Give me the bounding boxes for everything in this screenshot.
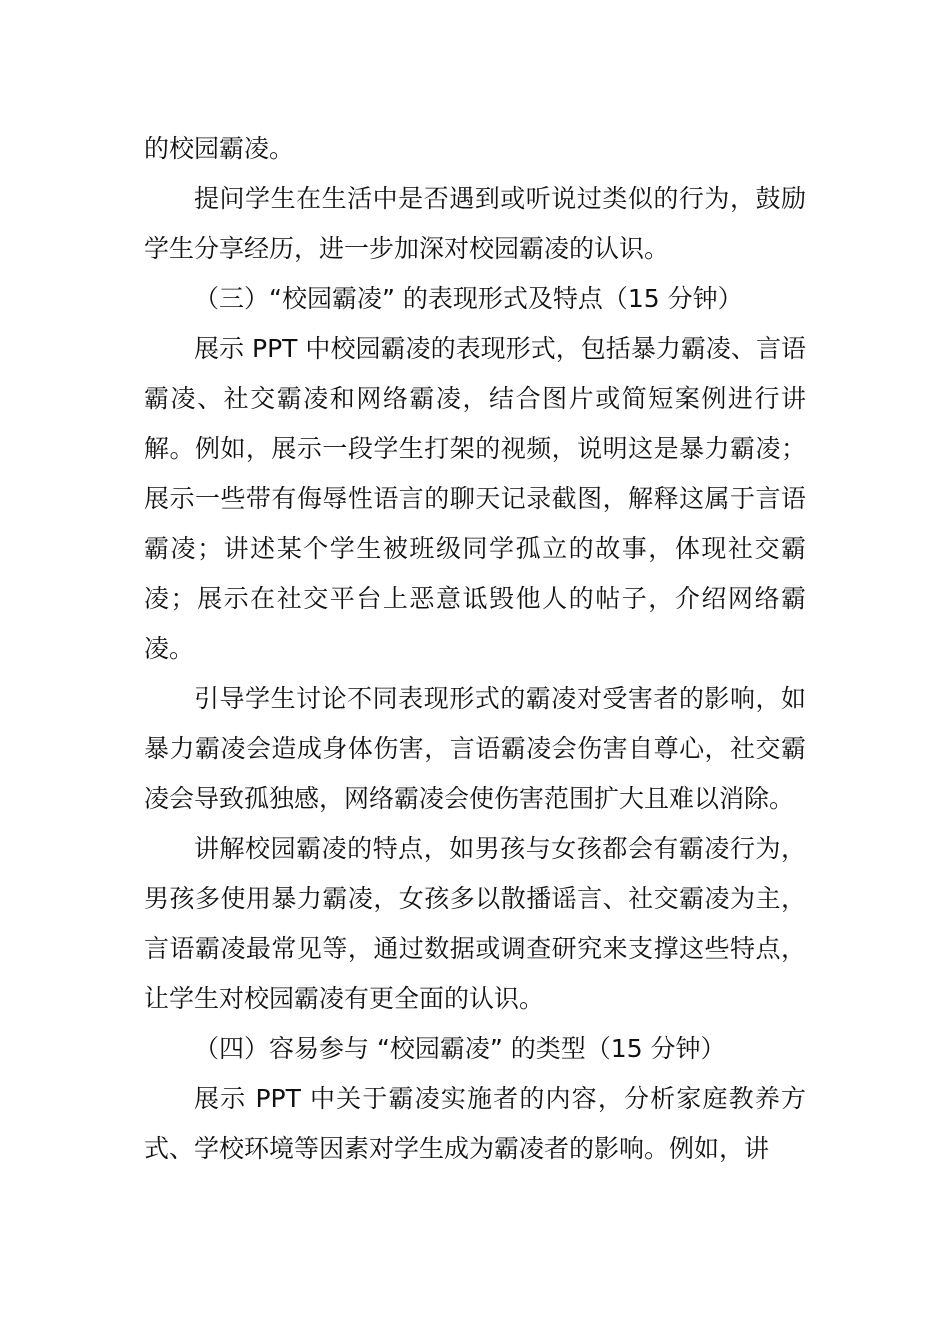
paragraph-continuation: 的校园霸凌。 xyxy=(144,134,295,163)
section-heading-3: （三）“校园霸凌” 的表现形式及特点（15 分钟） xyxy=(194,284,743,313)
paragraph-question-students: 提问学生在生活中是否遇到或听说过类似的行为，鼓励学生分享经历，进一步加深对校园霸凌的认识。 xyxy=(144,184,806,263)
paragraph-bully-factors: 展示 PPT 中关于霸凌实施者的内容，分析家庭教养方式、学校环境等因素对学生成为霸凌者的影响。例如，讲 xyxy=(144,1084,806,1163)
paragraph-impact-discussion: 引导学生讨论不同表现形式的霸凌对受害者的影响，如暴力霸凌会造成身体伤害，言语霸凌会伤害自尊心，社交霸凌会导致孤独感，网络霸凌会使伤害范围扩大且难以消除。 xyxy=(144,684,806,813)
paragraph-characteristics: 讲解校园霸凌的特点，如男孩与女孩都会有霸凌行为，男孩多使用暴力霸凌，女孩多以散播谣言、社交霸凌为主，言语霸凌最常见等，通过数据或调查研究来支撑这些特点，让学生对校园霸凌有更全面的认识。 xyxy=(144,834,806,1013)
paragraph-forms-of-bullying: 展示 PPT 中校园霸凌的表现形式，包括暴力霸凌、言语霸凌、社交霸凌和网络霸凌，结合图片或简短案例进行讲解。例如，展示一段学生打架的视频，说明这是暴力霸凌；展示一些带有侮辱性语言的聊天记录截图，解释这属于言语霸凌；讲述某个学生被班级同学孤立的故事，体现社交霸凌；展示在社交平台上恶意诋毁他人的帖子，介绍网络霸凌。 xyxy=(144,334,806,663)
section-heading-4: （四）容易参与 “校园霸凌” 的类型（15 分钟） xyxy=(194,1034,726,1063)
document-body xyxy=(144,124,806,1174)
